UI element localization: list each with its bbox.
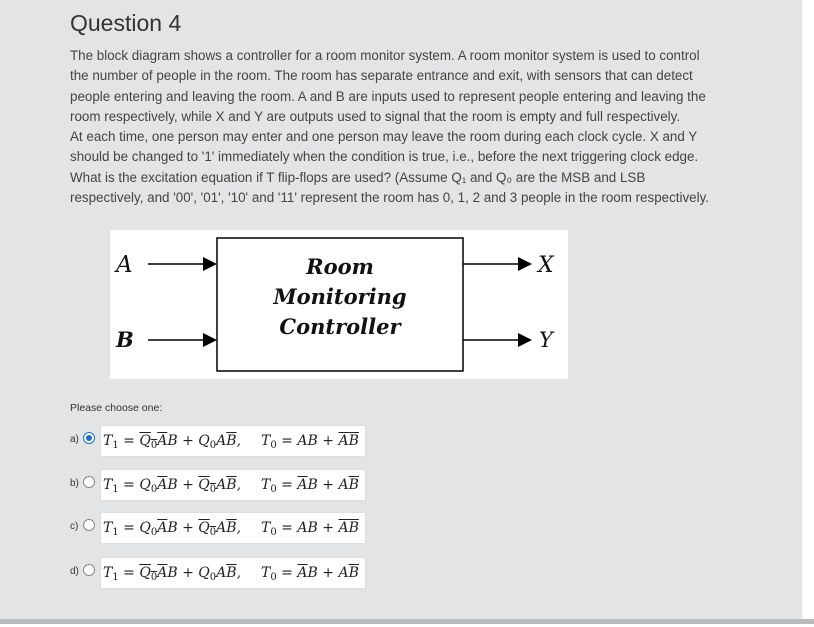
- option-b-radio[interactable]: [83, 476, 95, 488]
- page-edge-right: [802, 0, 814, 627]
- option-letter: a): [70, 434, 79, 445]
- question-line: respectively, and '00', '01', '10' and '11' represent the room has 0, 1, 2 and 3 people in the room respectively.: [70, 190, 710, 206]
- option-c-equation: $T_1 = Q_0\overline{A}B + Q_0A\overline{B}$, $T_0$ = AB + $\overline{A}\overline{B}$: [100, 512, 366, 544]
- option-letter: d): [70, 566, 79, 577]
- question-line: should be changed to '1' immediately when the condition is true, i.e., before the next triggering clock edge.: [70, 149, 699, 165]
- question-title: Question 4: [70, 10, 182, 36]
- question-line: people entering and leaving the room. A and B are inputs used to represent people entering and leaving the: [70, 88, 706, 104]
- option-c[interactable]: [70, 517, 370, 543]
- option-d[interactable]: [70, 562, 370, 588]
- output-x-label: X: [538, 253, 554, 278]
- option-letter: c): [70, 521, 79, 532]
- option-a-radio[interactable]: [83, 432, 95, 444]
- block-label-line: Room: [306, 254, 374, 279]
- option-c-radio[interactable]: [83, 519, 95, 531]
- option-letter: b): [70, 478, 79, 489]
- choose-prompt: Please choose one:: [70, 402, 163, 414]
- option-d-equation: $T_1 = Q_0\overline{A}B + Q_0A\overline{B}$, $T_0 = \overline{A}B + A\overline{B}$: [100, 557, 366, 589]
- option-b-equation: $T_1 = Q_0\overline{A}B + Q_0A\overline{B}$, $T_0 = \overline{A}B + A\overline{B}$: [100, 469, 366, 501]
- question-line: What is the excitation equation if T flip-flops are used? (Assume Q₁ and Q₀ are the MSB and LSB: [70, 169, 646, 185]
- block-diagram-svg: [110, 230, 568, 379]
- question-line: At each time, one person may enter and one person may leave the room during each clock cycle. X and Y: [70, 129, 698, 145]
- output-y-label: Y: [539, 328, 553, 352]
- block-diagram: [110, 230, 568, 379]
- question-text: [70, 46, 770, 208]
- input-b-arrowhead: [203, 333, 217, 347]
- input-a-label: A: [116, 252, 133, 278]
- block-label-line: Controller: [279, 314, 401, 339]
- output-x-arrowhead: [518, 257, 532, 271]
- input-a-arrowhead: [203, 257, 217, 271]
- question-line: the number of people in the room. The room has separate entrance and exit, with sensors that can detect: [70, 68, 693, 84]
- option-b[interactable]: [70, 474, 370, 500]
- option-a-equation: $T_1 = Q_0\overline{A}B + Q_0A\overline{B}$, $T_0$ = AB + $\overline{A}\overline{B}$: [100, 425, 366, 457]
- option-d-radio[interactable]: [83, 564, 95, 576]
- input-b-label: B: [116, 327, 134, 352]
- option-a[interactable]: [70, 430, 370, 456]
- question-line: room respectively, while X and Y are outputs used to signal that the room is empty and full respectively.: [70, 108, 681, 124]
- output-y-arrowhead: [518, 333, 532, 347]
- question-line: The block diagram shows a controller for a room monitor system. A room monitor system is used to control: [70, 48, 700, 63]
- block-label-line: Monitoring: [273, 284, 407, 309]
